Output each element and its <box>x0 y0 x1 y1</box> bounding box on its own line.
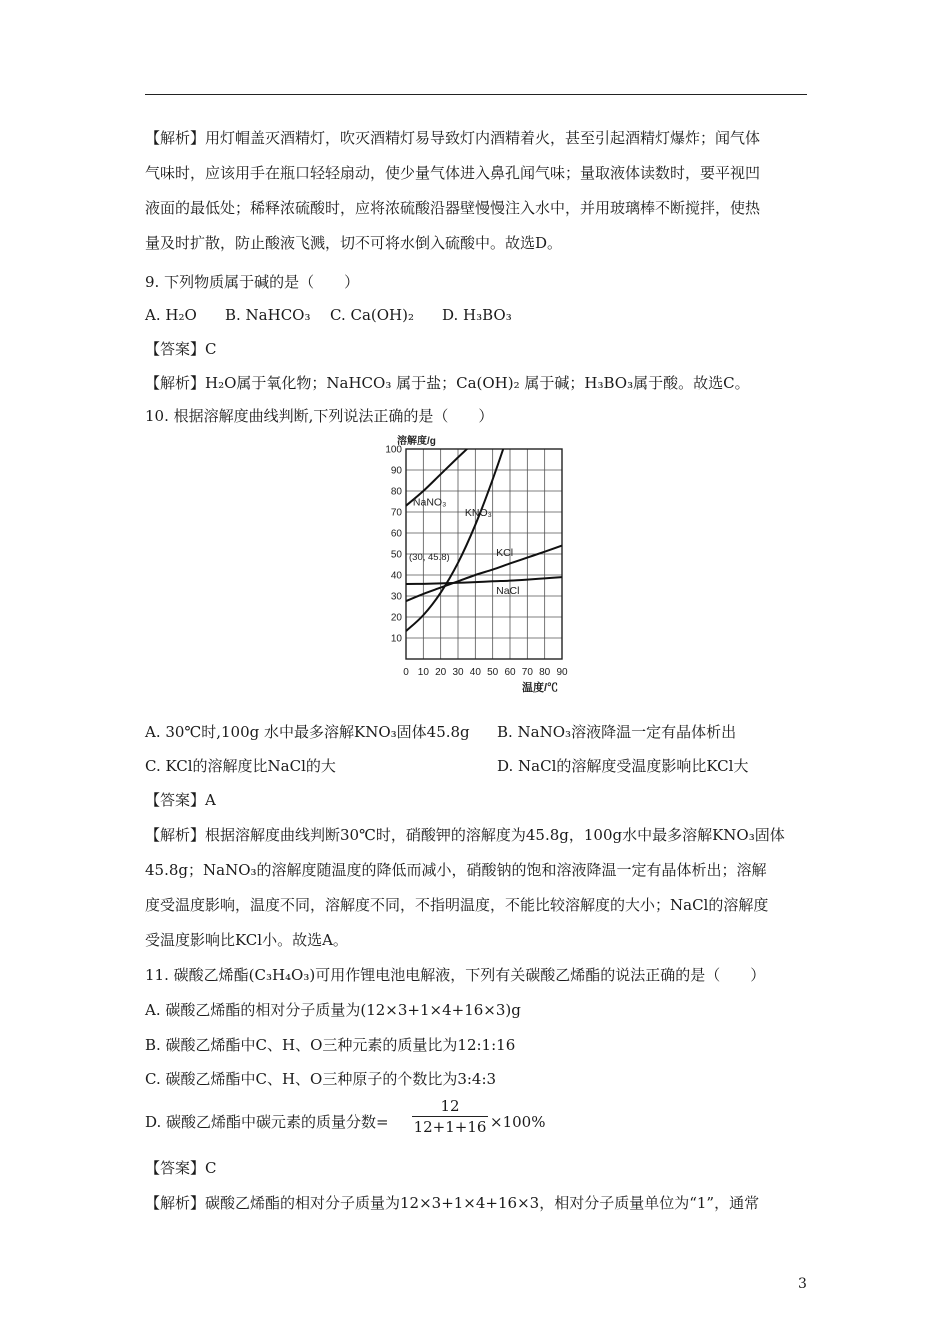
q11-option-b: B. 碳酸乙烯酯中C、H、O三种元素的质量比为12:1:16 <box>145 1036 516 1054</box>
x-tick-label: 40 <box>469 667 481 678</box>
q8-analysis-line-1: 【解析】用灯帽盖灭酒精灯，吹灭酒精灯易导致灯内酒精着火，甚至引起酒精灯爆炸；闻气体 <box>145 129 761 147</box>
series-label: KCl <box>496 547 514 560</box>
q10-option-b: B. NaNO₃溶液降温一定有晶体析出 <box>497 723 737 741</box>
fraction-bar <box>412 1116 488 1117</box>
series-line-NaCl <box>406 577 562 584</box>
q10-analysis-line-3: 度受温度影响，温度不同，溶解度不同，不指明温度，不能比较溶解度的大小；NaCl的溶解度 <box>145 896 769 914</box>
q9-option-c: C. Ca(OH)₂ <box>330 306 414 324</box>
q11-stem: 11. 碳酸乙烯酯(C₃H₄O₃)可用作锂电池电解液，下列有关碳酸乙烯酯的说法正确的是（ ） <box>145 966 766 984</box>
fraction-numerator: 12 <box>440 1097 460 1115</box>
q8-analysis-line-4: 量及时扩散，防止酸液飞溅，切不可将水倒入硫酸中。故选D。 <box>145 234 563 252</box>
q11-option-a: A. 碳酸乙烯酯的相对分子质量为(12×3+1×4+16×3)g <box>145 1001 521 1019</box>
x-tick-label: 10 <box>417 667 429 678</box>
q10-answer: 【答案】A <box>145 791 216 809</box>
y-tick-label: 20 <box>390 612 402 624</box>
q10-option-c: C. KCl的溶解度比NaCl的大 <box>145 757 336 775</box>
y-tick-label: 70 <box>390 507 402 519</box>
y-tick-label: 50 <box>390 549 402 561</box>
x-tick-label: 70 <box>521 667 533 678</box>
y-tick-label: 100 <box>385 444 402 456</box>
q10-analysis-line-2: 45.8g；NaNO₃的溶解度随温度的降低而减小，硝酸钠的饱和溶液降温一定有晶体析出；溶解 <box>145 861 767 879</box>
fraction-denominator: 12+1+16 <box>413 1118 487 1136</box>
q9-option-b: B. NaHCO₃ <box>225 306 311 324</box>
header-rule <box>145 94 807 95</box>
x-tick-label: 30 <box>452 667 464 678</box>
x-tick-label: 60 <box>504 667 516 678</box>
y-tick-label: 30 <box>390 591 402 603</box>
q8-analysis-line-2: 气味时，应该用手在瓶口轻轻扇动，使少量气体进入鼻孔闻气味；量取液体读数时，要平视凹 <box>145 164 761 182</box>
q11-option-c: C. 碳酸乙烯酯中C、H、O三种原子的个数比为3:4:3 <box>145 1070 497 1088</box>
x-tick-label: 90 <box>556 667 568 678</box>
q9-stem: 9. 下列物质属于碱的是（ ） <box>145 273 360 291</box>
chart-series <box>406 433 562 631</box>
q10-option-d: D. NaCl的溶解度受温度影响比KCl大 <box>497 757 749 775</box>
solubility-chart <box>370 433 590 695</box>
q10-analysis-line-4: 受温度影响比KCl小。故选A。 <box>145 931 348 949</box>
y-tick-label: 90 <box>390 465 402 477</box>
mass-fraction <box>412 1097 488 1136</box>
chart-y-label: 溶解度/g <box>397 436 436 447</box>
fraction-suffix: ×100% <box>490 1113 546 1131</box>
y-tick-label: 10 <box>390 633 402 645</box>
y-tick-label: 40 <box>390 570 402 582</box>
q10-option-a: A. 30℃时,100g 水中最多溶解KNO₃固体45.8g <box>145 723 470 741</box>
series-label: KNO₃ <box>464 507 492 520</box>
y-tick-label: 60 <box>390 528 402 540</box>
q10-analysis-line-1: 【解析】根据溶解度曲线判断30℃时，硝酸钾的溶解度为45.8g，100g水中最多溶解KNO₃固体 <box>145 826 785 844</box>
x-tick-label: 20 <box>435 667 447 678</box>
y-tick-label: 80 <box>390 486 402 498</box>
q11-option-d: D. 碳酸乙烯酯中碳元素的质量分数= <box>145 1113 389 1131</box>
q11-answer: 【答案】C <box>145 1159 217 1177</box>
q11-analysis: 【解析】碳酸乙烯酯的相对分子质量为12×3+1×4+16×3，相对分子质量单位为“1”，通常 <box>145 1194 760 1212</box>
q9-answer: 【答案】C <box>145 340 217 358</box>
chart-annotation: (30, 45.8) <box>409 551 450 563</box>
chart-x-label: 温度/℃ <box>522 682 559 694</box>
x-tick-label: 80 <box>539 667 551 678</box>
q9-option-d: D. H₃BO₃ <box>442 306 512 324</box>
x-tick-label: 50 <box>487 667 499 678</box>
page-number: 3 <box>798 1276 807 1292</box>
series-label: NaCl <box>496 584 520 597</box>
series-line-KNO₃ <box>406 433 527 631</box>
q10-stem: 10. 根据溶解度曲线判断,下列说法正确的是（ ） <box>145 407 494 425</box>
q8-analysis-line-3: 液面的最低处；稀释浓硫酸时，应将浓硫酸沿器壁慢慢注入水中，并用玻璃棒不断搅拌，使热 <box>145 199 761 217</box>
x-tick-label: 0 <box>403 667 409 678</box>
q9-option-a: A. H₂O <box>145 306 197 324</box>
q9-analysis: 【解析】H₂O属于氧化物；NaHCO₃ 属于盐；Ca(OH)₂ 属于碱；H₃BO₃属于酸。故选C。 <box>145 374 750 392</box>
series-label: NaNO₃ <box>412 496 447 509</box>
